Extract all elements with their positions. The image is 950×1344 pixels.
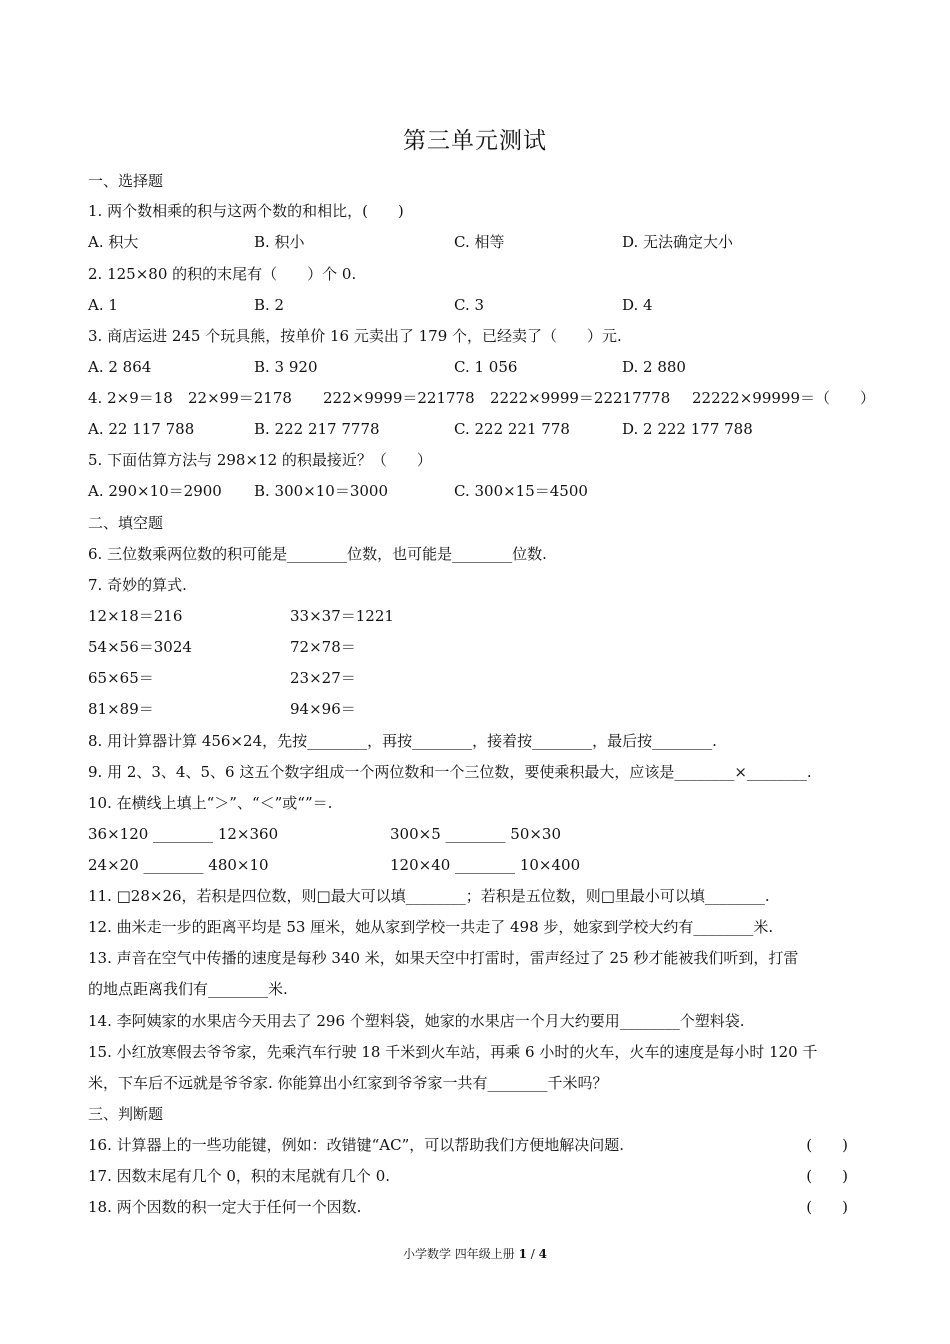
question-13-line-2: 的地点距离我们有________米. <box>88 980 288 998</box>
footer-text: 小学数学 四年级上册 <box>402 1247 519 1261</box>
question-8: 8. 用计算器计算 456×24，先按________，再按________，接着按________，最后按________. <box>88 732 717 750</box>
equation: 54×56＝3024 <box>88 638 192 656</box>
section-heading-fill: 二、填空题 <box>88 514 164 532</box>
question-11: 11. □28×26，若积是四位数，则□最大可以填________；若积是五位数，则□里最小可以填________. <box>88 887 770 905</box>
question-7-row <box>88 698 588 720</box>
page-total: 4 <box>538 1247 548 1261</box>
equation: 12×18＝216 <box>88 607 183 625</box>
page-footer <box>0 1245 950 1262</box>
page-number: 1 <box>518 1247 527 1261</box>
question-17-text: 17. 因数末尾有几个 0，积的末尾就有几个 0. <box>88 1167 391 1185</box>
option-c: C. 3 <box>454 296 485 314</box>
option-a: A. 1 <box>88 296 118 314</box>
section-heading-judge: 三、判断题 <box>88 1105 164 1123</box>
question-4 <box>88 387 876 409</box>
page-title: 第三单元测试 <box>403 128 547 154</box>
question-18 <box>88 1196 848 1218</box>
question-4-options <box>88 418 868 440</box>
option-d: D. 2 880 <box>622 358 686 376</box>
question-7: 7. 奇妙的算式. <box>88 576 187 594</box>
question-7-row <box>88 605 588 627</box>
question-2: 2. 125×80 的积的末尾有（ ）个 0. <box>88 265 357 283</box>
option-b: B. 3 920 <box>254 358 318 376</box>
question-18-text: 18. 两个因数的积一定大于任何一个因数. <box>88 1198 362 1216</box>
question-10: 10. 在横线上填上“＞”、“＜”或“”＝. <box>88 794 333 812</box>
question-3: 3. 商店运进 245 个玩具熊，按单价 16 元卖出了 179 个，已经卖了（ ）元. <box>88 327 622 345</box>
question-4-part: 22222×99999＝（ ） <box>692 389 876 407</box>
option-b: B. 积小 <box>254 233 305 251</box>
question-3-options <box>88 356 868 378</box>
question-5-options <box>88 480 868 502</box>
option-d: D. 2 222 177 788 <box>622 420 753 438</box>
option-d: D. 4 <box>622 296 653 314</box>
option-a: A. 22 117 788 <box>88 420 195 438</box>
question-12: 12. 曲米走一步的距离平均是 53 厘米，她从家到学校一共走了 498 步，她家到学校大约有________米. <box>88 918 774 936</box>
question-15-line-2: 米，下车后不远就是爷爷家. 你能算出小红家到爷爷家一共有________千米吗？ <box>88 1074 608 1092</box>
equation: 65×65＝ <box>88 669 154 687</box>
question-6: 6. 三位数乘两位数的积可能是________位数，也可能是________位数. <box>88 545 547 563</box>
question-15-line-1: 15. 小红放寒假去爷爷家，先乘汽车行驶 18 千米到火车站，再乘 6 小时的火车，火车的速度是每小时 120 千 <box>88 1043 818 1061</box>
option-b: B. 300×10＝3000 <box>254 482 389 500</box>
answer-parentheses: ( ) <box>806 1198 848 1216</box>
comparison: 24×20 ________ 480×10 <box>88 856 269 874</box>
option-c: C. 222 221 778 <box>454 420 570 438</box>
equation: 94×96＝ <box>290 700 356 718</box>
question-1: 1. 两个数相乘的积与这两个数的和相比，( ) <box>88 202 404 220</box>
question-7-row <box>88 667 588 689</box>
question-17 <box>88 1165 848 1187</box>
question-10-row <box>88 854 688 876</box>
question-4-part: 4. 2×9＝18 <box>88 389 173 407</box>
equation: 23×27＝ <box>290 669 356 687</box>
question-10-row <box>88 823 688 845</box>
question-4-part: 222×9999＝221778 <box>323 389 475 407</box>
equation: 72×78＝ <box>290 638 356 656</box>
option-a: A. 290×10＝2900 <box>88 482 222 500</box>
question-7-row <box>88 636 588 658</box>
comparison: 36×120 ________ 12×360 <box>88 825 279 843</box>
question-9: 9. 用 2、3、4、5、6 这五个数字组成一个两位数和一个三位数，要使乘积最大，应该是________×________. <box>88 763 812 781</box>
option-c: C. 300×15＝4500 <box>454 482 588 500</box>
question-16-text: 16. 计算器上的一些功能键，例如：改错键“AC”，可以帮助我们方便地解决问题. <box>88 1136 625 1154</box>
question-14: 14. 李阿姨家的水果店今天用去了 296 个塑料袋，她家的水果店一个月大约要用________个塑料袋. <box>88 1012 745 1030</box>
page-separator: / <box>526 1247 539 1261</box>
option-d: D. 无法确定大小 <box>622 233 734 251</box>
question-5: 5. 下面估算方法与 298×12 的积最接近？（ ） <box>88 451 432 469</box>
option-a: A. 积大 <box>88 233 139 251</box>
option-c: C. 1 056 <box>454 358 518 376</box>
option-c: C. 相等 <box>454 233 505 251</box>
question-2-options <box>88 294 868 316</box>
section-heading-choice: 一、选择题 <box>88 172 164 190</box>
question-16 <box>88 1134 848 1156</box>
option-b: B. 2 <box>254 296 285 314</box>
option-b: B. 222 217 7778 <box>254 420 380 438</box>
question-4-part: 2222×9999＝22217778 <box>490 389 671 407</box>
comparison: 300×5 ________ 50×30 <box>390 825 562 843</box>
question-1-options <box>88 231 868 253</box>
option-a: A. 2 864 <box>88 358 152 376</box>
question-4-part: 22×99＝2178 <box>188 389 292 407</box>
answer-parentheses: ( ) <box>806 1136 848 1154</box>
equation: 81×89＝ <box>88 700 154 718</box>
equation: 33×37＝1221 <box>290 607 394 625</box>
question-13-line-1: 13. 声音在空气中传播的速度是每秒 340 米，如果天空中打雷时，雷声经过了 25 秒才能被我们听到，打雷 <box>88 949 799 967</box>
comparison: 120×40 ________ 10×400 <box>390 856 581 874</box>
answer-parentheses: ( ) <box>806 1167 848 1185</box>
